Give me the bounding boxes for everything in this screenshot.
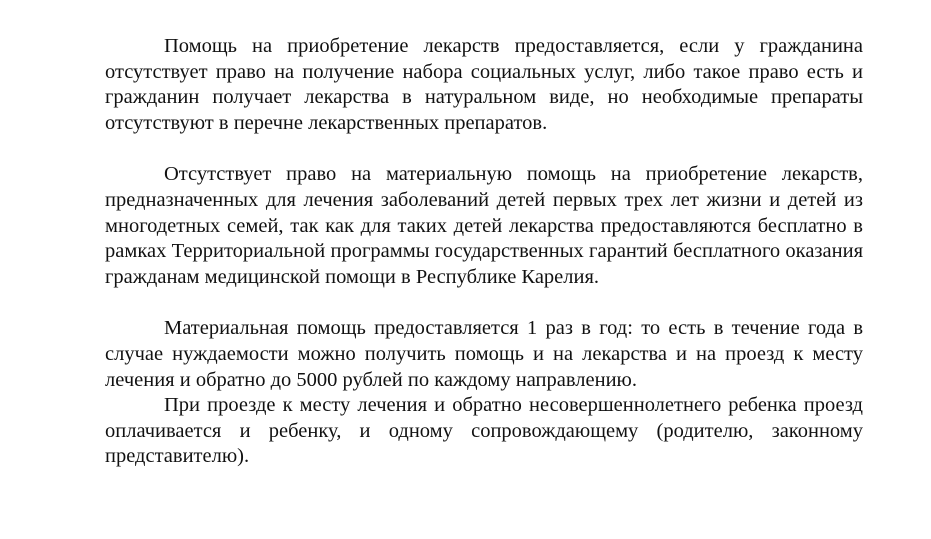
paragraph-no-right-children: Отсутствует право на материальную помощь на приобретение лекарств, предназначенных для лечения заболеваний детей первых трех лет жизни и детей из многодетных семей, так как для таких детей лекарства предоставляются бесплатно в рамках Территориальной программы государственных гарантий бесплатного оказания гражданам медицинской помощи в Республике Карелия. [105,163,863,288]
paragraph-spacer [105,290,863,316]
paragraph-travel-minor: При проезде к месту лечения и обратно несовершеннолетнего ребенка проезд оплачивается и ребенку, и одному сопровождающему (родителю, законному представителю). [105,394,863,468]
paragraph-once-per-year: Материальная помощь предоставляется 1 раз в год: то есть в течение года в случае нуждаемости можно получить помощь и на лекарства и на проезд к месту лечения и обратно до 5000 рублей по каждому направлению. [105,317,863,391]
document-body [105,34,863,470]
paragraph-spacer [105,136,863,162]
paragraph-medicine-assistance: Помощь на приобретение лекарств предоставляется, если у гражданина отсутствует право на получение набора социальных услуг, либо такое право есть и гражданин получает лекарства в натуральном виде, но необходимые препараты отсутствуют в перечне лекарственных препаратов. [105,35,863,134]
